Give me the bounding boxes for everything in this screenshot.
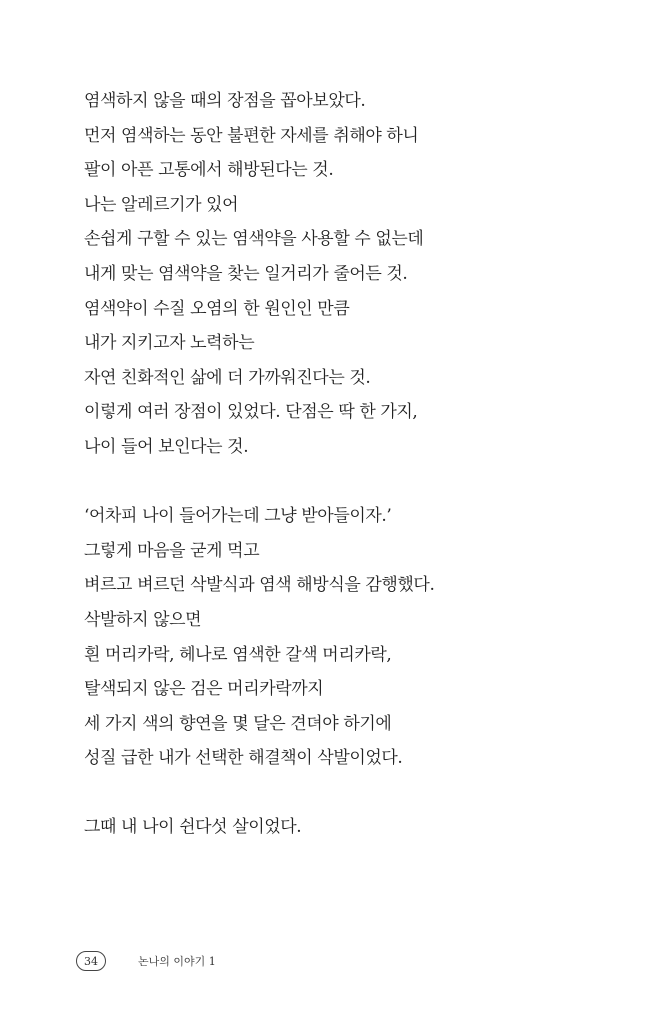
- stanza-2: [84, 499, 584, 776]
- text-line: 나는 알레르기가 있어: [84, 194, 239, 215]
- running-title: 논나의 이야기 1: [138, 955, 216, 968]
- text-line: 벼르고 벼르던 삭발식과 염색 해방식을 감행했다.: [84, 575, 435, 596]
- text-line: 성질 급한 내가 선택한 해결책이 삭발이었다.: [84, 748, 403, 769]
- page-number: 34: [76, 951, 106, 971]
- text-line: 탈색되지 않은 검은 머리카락까지: [84, 679, 324, 700]
- text-line: 손쉽게 구할 수 있는 염색약을 사용할 수 없는데: [84, 229, 424, 250]
- page-footer: [76, 949, 216, 973]
- stanza-3: [84, 810, 584, 845]
- text-line: 나이 들어 보인다는 것.: [84, 436, 249, 457]
- text-line: 염색하지 않을 때의 장점을 꼽아보았다.: [84, 91, 366, 111]
- text-line: 자연 친화적인 삶에 더 가까워진다는 것.: [84, 367, 371, 388]
- text-line: 흰 머리카락, 헤나로 염색한 갈색 머리카락,: [84, 644, 392, 665]
- text-line: 내게 맞는 염색약을 찾는 일거리가 줄어든 것.: [84, 263, 408, 284]
- text-line: 염색약이 수질 오염의 한 원인인 만큼: [84, 298, 350, 319]
- text-line: 삭발하지 않으면: [84, 609, 202, 630]
- text-line: 내가 지키고자 노력하는: [84, 333, 255, 354]
- text-line: 이렇게 여러 장점이 있었다. 단점은 딱 한 가지,: [84, 402, 418, 423]
- text-line: 그렇게 마음을 굳게 먹고: [84, 540, 260, 561]
- page-body: [84, 84, 584, 880]
- text-line: 그때 내 나이 쉰다섯 살이었다.: [84, 817, 302, 838]
- text-line: 먼저 염색하는 동안 불편한 자세를 취해야 하니: [84, 125, 419, 146]
- stanza-1: [84, 84, 584, 465]
- text-line: ‘어차피 나이 들어가는데 그냥 받아들이자.’: [84, 506, 392, 527]
- text-line: 세 가지 색의 향연을 몇 달은 견뎌야 하기에: [84, 713, 392, 734]
- text-line: 팔이 아픈 고통에서 해방된다는 것.: [84, 160, 334, 181]
